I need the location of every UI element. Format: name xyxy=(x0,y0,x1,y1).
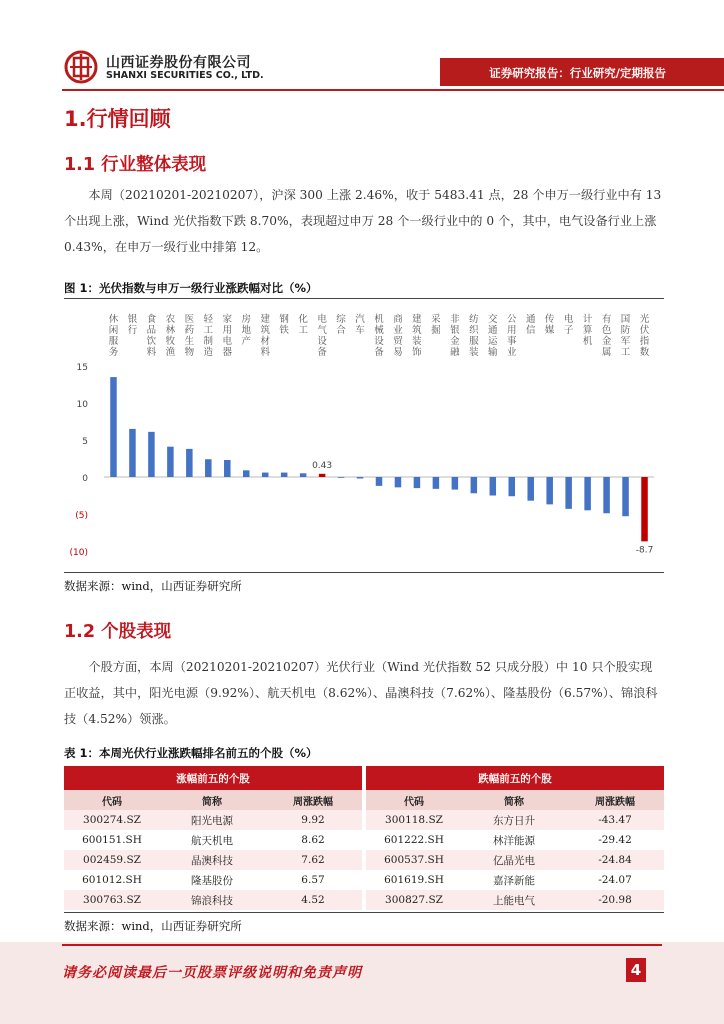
category-label: 机 xyxy=(374,314,384,325)
category-label: 算 xyxy=(582,325,593,336)
subsection-title-stocks: 1.2 个股表现 xyxy=(64,622,172,642)
category-label: 信 xyxy=(525,325,536,336)
table-row xyxy=(64,850,664,870)
table-bottom-rule xyxy=(64,912,664,913)
footer-disclaimer: 请务必阅读最后一页股票评级说明和免责声明 xyxy=(62,965,362,981)
category-label: 子 xyxy=(563,325,574,336)
category-label: 农 xyxy=(165,314,176,325)
category-label: 银 xyxy=(127,314,138,325)
table-row xyxy=(64,870,664,890)
down-code: 601619.SH xyxy=(366,870,462,890)
up-name: 航天机电 xyxy=(160,830,264,850)
col-header-change: 周涨跌幅 xyxy=(566,790,664,810)
category-label: 地 xyxy=(241,325,251,336)
category-label: 业 xyxy=(393,325,403,336)
category-label: 纺 xyxy=(469,314,479,325)
category-label: 军 xyxy=(620,336,631,347)
category-label: 商 xyxy=(393,314,403,325)
company-logo-icon xyxy=(64,50,98,84)
table-row xyxy=(64,810,664,830)
bar xyxy=(224,460,231,477)
category-label: 食 xyxy=(146,314,157,325)
category-label: 医 xyxy=(184,314,195,325)
category-label: 电 xyxy=(563,314,574,325)
up-name: 隆基股份 xyxy=(160,870,264,890)
category-label: 物 xyxy=(184,347,195,358)
up-code: 600151.SH xyxy=(64,830,160,850)
category-label: 电 xyxy=(317,314,327,325)
category-label: 气 xyxy=(317,325,327,336)
bar xyxy=(148,432,155,477)
category-label: 输 xyxy=(488,347,498,358)
category-label: 银 xyxy=(450,325,460,336)
up-change: 4.52 xyxy=(264,890,362,910)
y-tick-label: (5) xyxy=(75,511,88,521)
category-label: 用 xyxy=(222,325,233,336)
category-label: 料 xyxy=(146,347,157,358)
category-label: 综 xyxy=(336,314,346,325)
category-label: 休 xyxy=(108,314,119,325)
category-label: 家 xyxy=(222,314,233,325)
category-label: 备 xyxy=(317,347,327,358)
category-label: 通 xyxy=(488,325,498,336)
footer-divider xyxy=(62,944,662,946)
category-label: 料 xyxy=(260,347,270,358)
bar xyxy=(641,477,648,541)
category-label: 产 xyxy=(241,336,251,347)
section-title: 1.行情回顾 xyxy=(64,107,171,131)
down-name: 林洋能源 xyxy=(462,830,566,850)
y-tick-label: 5 xyxy=(82,437,88,447)
up-change: 6.57 xyxy=(264,870,362,890)
category-label: 公 xyxy=(507,314,517,325)
category-label: 易 xyxy=(393,347,403,358)
table-row xyxy=(64,890,664,910)
category-label: 装 xyxy=(412,336,422,347)
category-label: 传 xyxy=(544,314,555,325)
data-label: 0.43 xyxy=(312,460,333,471)
category-label: 金 xyxy=(450,336,460,347)
up-name: 锦浪科技 xyxy=(160,890,264,910)
down-code: 300827.SZ xyxy=(366,890,462,910)
category-label: 事 xyxy=(507,336,517,347)
header-divider xyxy=(62,89,724,91)
bar xyxy=(584,477,591,510)
col-header-name: 简称 xyxy=(462,790,566,810)
category-label: 贸 xyxy=(393,336,403,347)
company-name-en: SHANXI SECURITIES CO., LTD. xyxy=(106,70,264,81)
category-label: 品 xyxy=(146,325,157,336)
category-label: 药 xyxy=(184,325,195,336)
down-name: 东方日升 xyxy=(462,810,566,830)
category-label: 械 xyxy=(374,325,384,336)
down-code: 300118.SZ xyxy=(366,810,462,830)
bar xyxy=(243,470,250,477)
bar xyxy=(129,429,136,477)
category-label: 筑 xyxy=(260,325,270,336)
bar xyxy=(546,477,553,504)
category-label: 制 xyxy=(203,336,214,347)
category-label: 车 xyxy=(355,325,365,336)
category-label: 业 xyxy=(507,347,517,358)
bar xyxy=(603,477,610,513)
up-code: 300763.SZ xyxy=(64,890,160,910)
category-label: 计 xyxy=(582,314,593,325)
category-label: 材 xyxy=(260,336,270,347)
figure-bottom-rule xyxy=(64,572,664,573)
category-label: 装 xyxy=(469,347,479,358)
bar xyxy=(471,477,478,493)
down-change: -20.98 xyxy=(566,890,664,910)
category-label: 设 xyxy=(374,336,384,347)
down-code: 600537.SH xyxy=(366,850,462,870)
group-header-down: 跌幅前五的个股 xyxy=(366,766,664,790)
report-type: 证券研究报告：行业研究/定期报告 xyxy=(489,66,666,80)
table-source: 数据来源：wind，山西证券研究所 xyxy=(64,919,242,933)
category-label: 电 xyxy=(222,336,233,347)
bar xyxy=(395,477,402,487)
col-header-code: 代码 xyxy=(64,790,160,810)
category-label: 融 xyxy=(450,347,460,358)
category-label: 伏 xyxy=(639,325,650,336)
category-label: 轻 xyxy=(203,314,214,325)
category-label: 房 xyxy=(241,314,251,325)
up-code: 601012.SH xyxy=(64,870,160,890)
table-caption: 表 1：本周光伏行业涨跌幅排名前五的个股（%） xyxy=(64,746,318,760)
category-label: 牧 xyxy=(165,336,176,347)
up-name: 晶澳科技 xyxy=(160,850,264,870)
category-label: 务 xyxy=(108,347,119,358)
category-label: 行 xyxy=(127,325,138,336)
bar xyxy=(433,477,440,489)
down-name: 亿晶光电 xyxy=(462,850,566,870)
category-label: 闲 xyxy=(108,325,119,336)
bar xyxy=(357,477,364,478)
y-tick-label: 0 xyxy=(82,474,88,484)
category-label: 工 xyxy=(203,325,214,336)
bar xyxy=(490,477,497,496)
category-label: 林 xyxy=(165,325,176,336)
bar xyxy=(376,477,383,486)
category-label: 化 xyxy=(298,314,308,325)
bar xyxy=(509,477,516,496)
bar xyxy=(300,473,307,477)
category-label: 饮 xyxy=(146,336,157,347)
y-tick-label: 10 xyxy=(76,400,88,410)
bar xyxy=(622,477,629,516)
category-label: 国 xyxy=(620,314,631,325)
bar xyxy=(281,473,288,477)
group-header-up: 涨幅前五的个股 xyxy=(64,766,362,790)
bar xyxy=(565,477,572,509)
category-label: 媒 xyxy=(544,325,555,336)
up-code: 300274.SZ xyxy=(64,810,160,830)
category-label: 交 xyxy=(488,314,498,325)
category-label: 掘 xyxy=(431,325,441,336)
industry-paragraph: 本周（20210201-20210207），沪深 300 上涨 2.46%，收于 5483.41 点，28 个申万一级行业中有 13 个出现上涨，Wind 光伏指数下跌 8.70%，表现超过申万 28 个一级行业中的 0 个，其中，电气设备行业上涨 0.43%，在申万一级行业中排第 12。 xyxy=(64,188,662,254)
figure-top-rule xyxy=(64,298,664,299)
category-label: 通 xyxy=(525,314,536,325)
category-label: 设 xyxy=(317,336,327,347)
category-label: 钢 xyxy=(279,314,289,325)
col-header-change: 周涨跌幅 xyxy=(264,790,362,810)
bar xyxy=(527,477,534,501)
category-label: 造 xyxy=(203,347,214,358)
company-name-cn: 山西证券股份有限公司 xyxy=(106,55,251,71)
bar xyxy=(167,447,174,477)
bar xyxy=(205,459,212,477)
category-label: 生 xyxy=(184,336,195,347)
up-change: 7.62 xyxy=(264,850,362,870)
category-label: 非 xyxy=(450,314,460,325)
category-label: 建 xyxy=(412,314,422,325)
down-code: 601222.SH xyxy=(366,830,462,850)
category-label: 服 xyxy=(469,336,479,347)
category-label: 工 xyxy=(620,347,631,358)
figure-source: 数据来源：wind，山西证券研究所 xyxy=(64,579,242,593)
table-row xyxy=(64,830,664,850)
down-change: -24.07 xyxy=(566,870,664,890)
col-header-code: 代码 xyxy=(366,790,462,810)
category-label: 饰 xyxy=(412,347,422,358)
category-label: 金 xyxy=(601,336,612,347)
category-label: 器 xyxy=(222,347,233,358)
bar xyxy=(262,473,269,477)
category-label: 服 xyxy=(108,336,119,347)
category-label: 工 xyxy=(298,325,308,336)
category-label: 光 xyxy=(639,314,650,325)
up-change: 8.62 xyxy=(264,830,362,850)
up-code: 002459.SZ xyxy=(64,850,160,870)
bar xyxy=(338,477,345,478)
category-label: 指 xyxy=(639,336,650,347)
category-label: 属 xyxy=(601,347,612,358)
up-change: 9.92 xyxy=(264,810,362,830)
category-label: 用 xyxy=(507,325,517,336)
category-label: 建 xyxy=(260,314,270,325)
y-tick-label: 15 xyxy=(76,363,88,373)
category-label: 采 xyxy=(431,314,441,325)
category-label: 防 xyxy=(620,325,631,336)
y-tick-label: (10) xyxy=(69,548,88,558)
bar xyxy=(414,477,421,488)
bar xyxy=(452,477,459,490)
down-name: 嘉泽新能 xyxy=(462,870,566,890)
footer-background xyxy=(0,942,724,1024)
category-label: 运 xyxy=(488,336,498,347)
category-label: 筑 xyxy=(412,325,422,336)
category-label: 铁 xyxy=(279,325,289,336)
bar xyxy=(319,474,326,477)
top-stocks-table xyxy=(64,766,664,910)
category-label: 机 xyxy=(582,336,593,347)
industry-bar-chart xyxy=(64,300,664,572)
category-label: 渔 xyxy=(165,347,176,358)
bar xyxy=(110,377,117,477)
category-label: 织 xyxy=(469,325,479,336)
down-name: 上能电气 xyxy=(462,890,566,910)
category-label: 备 xyxy=(374,347,384,358)
category-label: 色 xyxy=(601,325,612,336)
subsection-title-industry: 1.1 行业整体表现 xyxy=(64,155,207,175)
category-label: 汽 xyxy=(355,314,365,325)
data-label: -8.7 xyxy=(635,545,654,556)
up-name: 阳光电源 xyxy=(160,810,264,830)
stocks-paragraph: 个股方面，本周（20210201-20210207）光伏行业（Wind 光伏指数 52 只成分股）中 10 只个股实现正收益，其中，阳光电源（9.92%）、航天机电（8.62%）、晶澳科技（7.62%）、隆基股份（6.57%）、锦浪科技（4.52%）领涨。 xyxy=(64,660,658,726)
category-label: 合 xyxy=(336,325,346,336)
figure-caption: 图 1：光伏指数与申万一级行业涨跌幅对比（%） xyxy=(64,281,318,295)
col-header-name: 简称 xyxy=(160,790,264,810)
down-change: -24.84 xyxy=(566,850,664,870)
category-label: 有 xyxy=(601,314,612,325)
bar xyxy=(186,449,193,477)
down-change: -43.47 xyxy=(566,810,664,830)
page-number: 4 xyxy=(626,958,646,982)
category-label: 数 xyxy=(639,347,650,358)
down-change: -29.42 xyxy=(566,830,664,850)
